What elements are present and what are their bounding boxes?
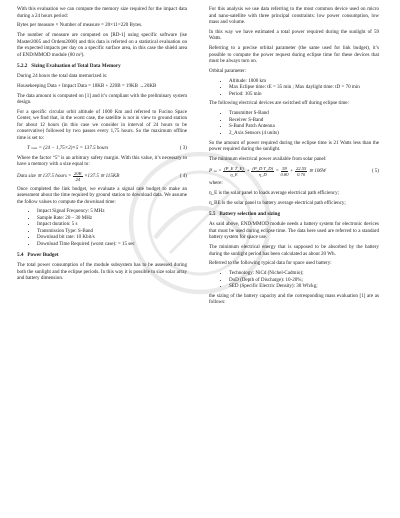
list-item: • SED (Specific Electric Density): 30 Wh/kg; xyxy=(229,283,379,290)
list-item: • Impact duration: 5 s xyxy=(37,221,187,228)
equation-3: T max = (24 − 1,75×2)×5 = 137.5 hours ( 3) xyxy=(27,144,187,151)
fraction: $\frac{59}{0.80}$ xyxy=(280,165,289,177)
paragraph: Bytes per measure × Number of measure = 20×11=220 Bytes. xyxy=(17,22,143,29)
section-heading-5-5: 5.5 Battery selection and sizing xyxy=(209,211,281,218)
fraction: $\frac{20K}{24}$ xyxy=(73,171,82,183)
right-column xyxy=(209,6,379,309)
list-item: • S-Band Patch Antenna xyxy=(229,123,379,130)
list-item: • Transmission Type: S-Band xyxy=(37,228,187,235)
section-heading-5-4: 5.4 Power Budget xyxy=(17,252,59,259)
paragraph: where: xyxy=(209,180,223,187)
paragraph: The number of measure are computed on [RD-1] using specific software (ise Master2005 and Ordem2000) and this data is referred on a statistical evaluation on the expected impacts per day on a specific surface area, in this case the shield area of END/MMOD module (80 m²). xyxy=(17,32,187,58)
bullet-list xyxy=(17,208,187,247)
paragraph: the sizing of the battery capacity and the corresponding mass evaluation [1] are as follows: xyxy=(209,292,379,306)
list-item: • Impact Signal Frequency: 5 MHz xyxy=(37,208,187,215)
list-item: • Period: 105 min xyxy=(229,91,379,98)
bullet-list xyxy=(209,110,379,136)
paragraph: For a specific circular orbit altitude of 1000 Km and referred to Fucino Space Center, we find that, in the worst case, the satellite is not in view to ground station for about 12 hours (in this case we consider in interval of 24 hours to be conservative) followed by two passes every 1,75 hours. So the maximum offline time is set to: xyxy=(17,108,187,141)
list-item: • Download Time Required (worst case): = 15 sec xyxy=(37,241,187,248)
list-item: • Download bit rate: 10 Kbit/s xyxy=(37,234,187,241)
left-column xyxy=(17,6,187,285)
list-item: • 2_Axis Sensors (4 units) xyxy=(229,130,379,137)
section-heading-5-2-2: 5.2.2 Sizing Evaluation of Total Data Memory xyxy=(17,63,121,70)
list-item: • Altitude: 1000 km xyxy=(229,78,379,85)
paragraph: Referred to the following typical data for space used battery: xyxy=(209,260,332,267)
paragraph: The minimum electrical energy that is supposed to be absorbed by the battery during the sunlight period has been calculated as about 20 Wh. xyxy=(209,244,379,257)
bullet-list xyxy=(209,270,379,290)
paragraph: During 24 hours the total data memorized is: xyxy=(17,73,108,80)
fraction: $\frac{\text{(P\_E T\_E)}}{\eta\_E}$ xyxy=(224,165,244,177)
paragraph: As said above, END/MMOD module needs a battery system for electronic devices that must be used during eclipse time. The data here used are referred to a standard battery system for space use. xyxy=(209,221,379,241)
fraction: $\frac{22.55}{0.70}$ xyxy=(295,165,307,177)
paragraph: The data amount is computed on [1] and it’s compliant with the preliminary system design. xyxy=(17,92,187,106)
paragraph: Once completed the link budget, we evaluate a signal rate budget to make an assessment about the time required by ground station to download data. We assume the follow values to compute the download time: xyxy=(17,185,187,205)
paragraph: Housekeeping Data + Impact Data = 18KB + 220B = 19KB →20KB xyxy=(17,82,157,89)
list-item: • DoD (Depth of Discharge): 10-20%; xyxy=(229,277,379,284)
paragraph: Referring to a precise orbital parameter (the same used for link budget), it’s possible to compute the power request during eclipse time for these devices that must be always turn on. xyxy=(209,45,379,65)
paragraph: η_BE is the solar panel to battery average electrical path efficiency; xyxy=(209,199,346,206)
paragraph: So the amount of power required during the eclipse time is 21 Watts less than the power required during the sunlight. xyxy=(209,139,379,153)
equation-4: Data size ≅ 137.5 hours = $\frac{20K}{24}$ ×137.5 ≅ 115KB ( 4) xyxy=(17,171,187,183)
fraction: $\frac{\text{(P\_D T\_D)}}{\eta\_D}$ xyxy=(252,165,274,177)
equation-5: P sa = $\frac{\text{(P\_E T\_E)}}{\eta\_E}$ + $\frac{\text{(P\_D T\_D)}}{\eta\_D}$ = $\frac{59}{0.80}$ + $\frac{22.55}{0.70}$ ≅ 106W ( 5) xyxy=(209,165,379,177)
equation-number: ( 5) xyxy=(371,167,379,174)
paragraph: For this analysis we use data referring to the most common device used on micro and nano-satellite with three principal constraints: low power consumption, low mass and volume. xyxy=(209,6,379,25)
list-item: • Transmitter S-Band xyxy=(229,110,379,117)
paragraph: η_E is the solar panel to loads average electrical path efficiency; xyxy=(209,189,340,196)
paragraph: The following electrical devices are switched off during eclipse time: xyxy=(209,100,349,107)
list-item: • Max Eclipse time: tE = 35 min ; Max daylight time: tD = 70 min xyxy=(229,84,379,91)
list-item: • Receiver S-Band xyxy=(229,117,379,124)
paragraph: With this evaluation we can compute the memory size required for the impact data during a 24 hours period: xyxy=(17,6,187,19)
paragraph: In this way we have estimated a total power required during the sunlight of 59 Watts. xyxy=(209,28,379,42)
list-item: • Technology: NiCd (Nichel-Cadmio); xyxy=(229,270,379,277)
paragraph: Orbital parameter: xyxy=(209,67,247,74)
equation-number: ( 3) xyxy=(179,144,187,151)
list-item: • Sample Rate: 20 – 30 MHz xyxy=(37,215,187,222)
paragraph: Where the factor “5” is an arbitrary safety margin. With this value, it’s necessary to have a memory with a size equal to: xyxy=(17,154,187,168)
bullet-list xyxy=(209,78,379,98)
paragraph: The total power consumption of the module subsystem has to be assessed during both the sunlight and the eclipse periods. In this way it is possible to size solar array and battery dimension. xyxy=(17,262,187,282)
equation-number: ( 4) xyxy=(179,173,187,180)
paragraph: The minimum electrical power available from solar panel: xyxy=(209,155,327,162)
